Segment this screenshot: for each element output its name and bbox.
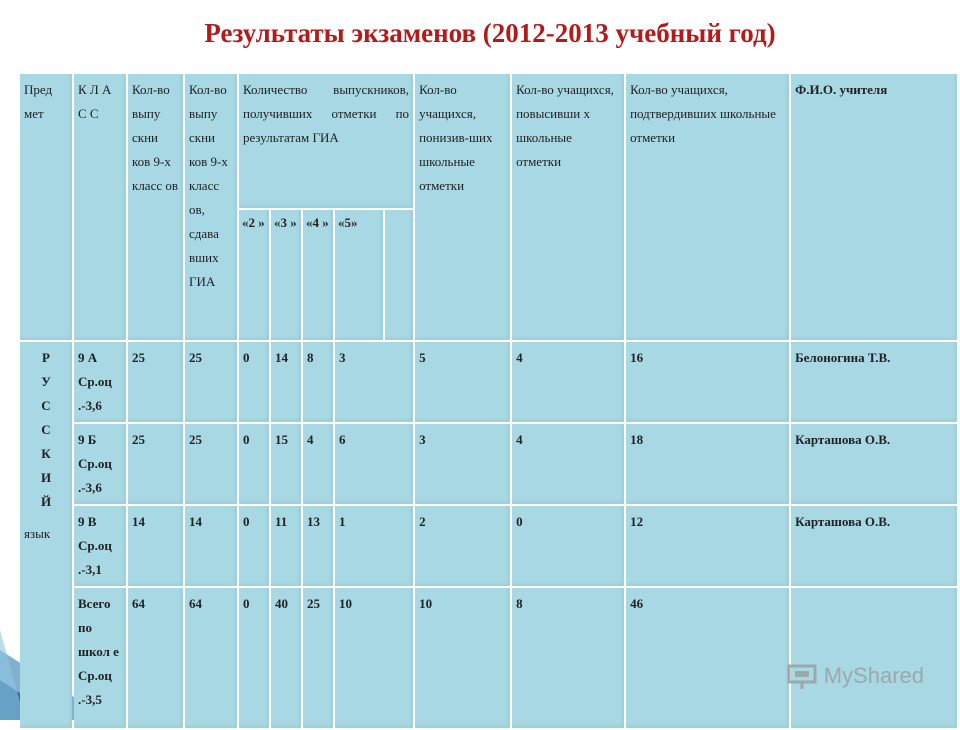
row-class: Всего по школ е Ср.оц .-3,5 [74, 588, 126, 728]
row-g5: 3 [335, 342, 413, 422]
row-teacher: Карташова О.В. [791, 424, 957, 504]
row-g2: 0 [239, 342, 269, 422]
subject-cell [20, 342, 72, 728]
page-title: Результаты экзаменов (2012-2013 учебный год) [204, 18, 776, 48]
row-g4: 13 [303, 506, 333, 586]
exam-results-table [18, 72, 959, 730]
row-raised: 4 [512, 424, 624, 504]
row-g3: 11 [271, 506, 301, 586]
row-taking: 25 [185, 342, 237, 422]
row-confirmed: 18 [626, 424, 789, 504]
row-g3: 15 [271, 424, 301, 504]
row-class: 9 Б Ср.оц .-3,6 [74, 424, 126, 504]
presentation-icon [786, 662, 818, 690]
subject-letter: С [41, 422, 51, 437]
header-blank [385, 210, 413, 340]
row-raised: 8 [512, 588, 624, 728]
row-confirmed: 16 [626, 342, 789, 422]
row-g3: 14 [271, 342, 301, 422]
row-taking: 14 [185, 506, 237, 586]
row-g2: 0 [239, 506, 269, 586]
row-grads: 25 [128, 424, 183, 504]
row-g3: 40 [271, 588, 301, 728]
row-grads: 64 [128, 588, 183, 728]
header-teacher: Ф.И.О. учителя [791, 74, 957, 340]
row-g4: 4 [303, 424, 333, 504]
header-confirmed: Кол-во учащихся, подтвердивших школьные отметки [626, 74, 789, 340]
row-taking: 25 [185, 424, 237, 504]
row-g4: 8 [303, 342, 333, 422]
watermark [786, 662, 924, 690]
header-grads-count: Кол-во выпу скни ков 9-х класс ов [128, 74, 183, 340]
subject-letter: У [41, 374, 51, 389]
row-g5: 1 [335, 506, 413, 586]
subject-suffix: язык [24, 526, 51, 541]
row-g5: 6 [335, 424, 413, 504]
header-grads-taking: Кол-во выпу скни ков 9-х класс ов, сдава вших ГИА [185, 74, 237, 340]
subject-letter: К [41, 446, 51, 461]
row-g4: 25 [303, 588, 333, 728]
subject-letter: Р [42, 350, 50, 365]
watermark-text: MyShared [823, 663, 924, 688]
row-taking: 64 [185, 588, 237, 728]
header-grade-5: «5» [335, 210, 383, 340]
header-class: К Л А С С [74, 74, 126, 340]
row-teacher [791, 588, 957, 728]
row-class: 9 В Ср.оц .-3,1 [74, 506, 126, 586]
header-grade-2: «2 » [239, 210, 269, 340]
row-lowered: 3 [415, 424, 510, 504]
header-lowered: Кол-во учащихся, понизив-ших школьные отметки [415, 74, 510, 340]
row-raised: 0 [512, 506, 624, 586]
row-lowered: 5 [415, 342, 510, 422]
header-grade-3: «3 » [271, 210, 301, 340]
row-teacher: Белоногина Т.В. [791, 342, 957, 422]
subject-letter: И [40, 470, 52, 485]
row-confirmed: 12 [626, 506, 789, 586]
row-confirmed: 46 [626, 588, 789, 728]
subject-letter: С [41, 398, 51, 413]
header-gia-results: Количество выпускников, получивших отметки по результатам ГИА [239, 74, 413, 208]
row-g2: 0 [239, 588, 269, 728]
row-grads: 25 [128, 342, 183, 422]
row-lowered: 10 [415, 588, 510, 728]
row-class: 9 А Ср.оц .-3,6 [74, 342, 126, 422]
row-grads: 14 [128, 506, 183, 586]
row-lowered: 2 [415, 506, 510, 586]
header-raised: Кол-во учащихся, повысивши х школьные отметки [512, 74, 624, 340]
header-subject: Пред мет [20, 74, 72, 340]
row-teacher: Карташова О.В. [791, 506, 957, 586]
header-grade-4: «4 » [303, 210, 333, 340]
row-g2: 0 [239, 424, 269, 504]
row-raised: 4 [512, 342, 624, 422]
subject-letter: Й [40, 494, 52, 509]
row-g5: 10 [335, 588, 413, 728]
